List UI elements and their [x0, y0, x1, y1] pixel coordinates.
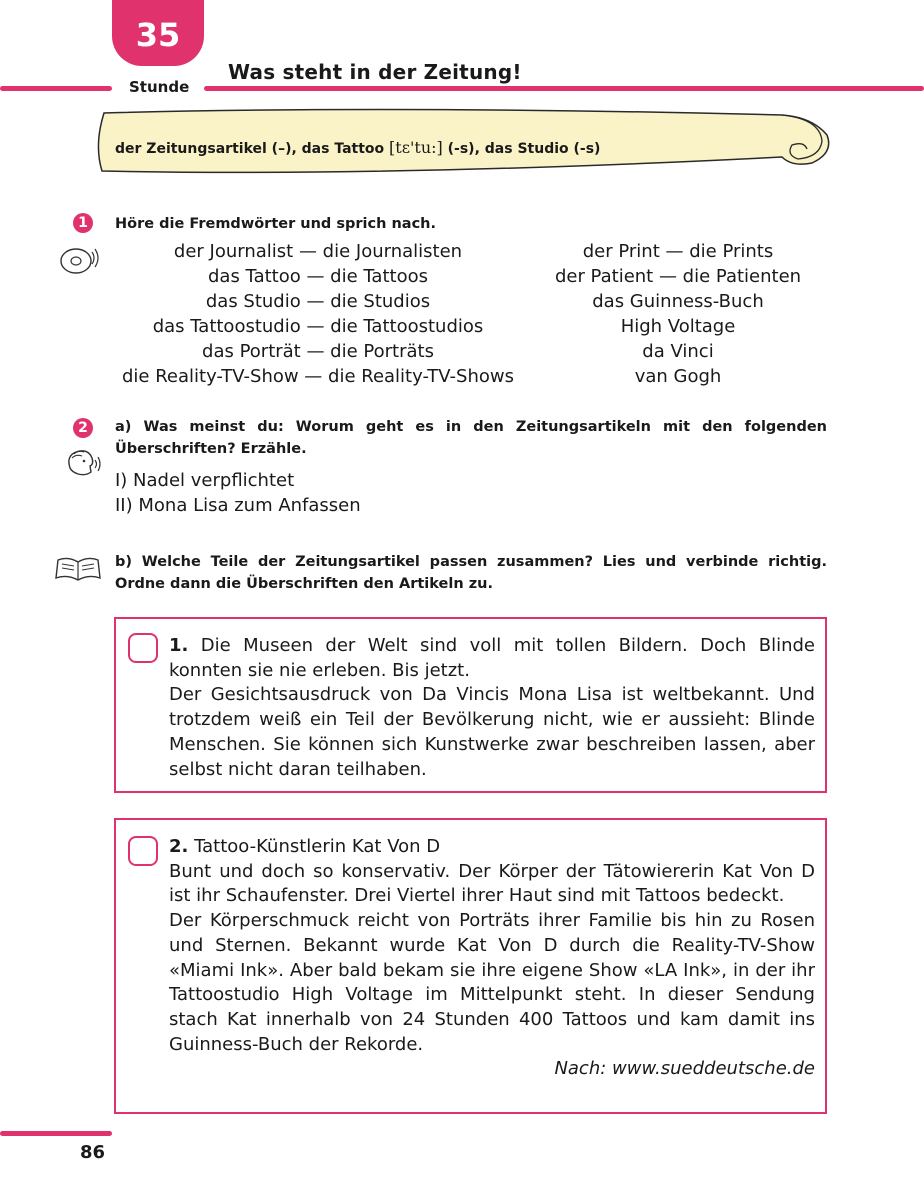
vocabulary-line [115, 138, 600, 157]
headline-list [115, 468, 361, 518]
list-item: da Vinci [642, 341, 714, 362]
lesson-label: Stunde [129, 78, 190, 96]
article-1-para-1 [169, 634, 815, 683]
article-1-para-2: Der Gesichtsausdruck von Da Vincis Mona Lisa ist weltbekannt. Und trotzdem weiß ein Teil der Bevölkerung nicht, wie er aussieht: Blinde Menschen. Sie können sich Kunstwerke zwar beschreiben lassen, aber selbst nicht daran teilhaben. [169, 684, 815, 780]
exercise-1-number: 1 [73, 213, 93, 233]
header-line-right [204, 86, 924, 91]
article-1-text [169, 634, 815, 782]
list-item: van Gogh [634, 366, 722, 387]
article-2-text [169, 835, 815, 1082]
exercise-2b-instruction: b) Welche Teile der Zeitungsartikel passen zusammen? Lies und verbinde richtig. Ordne dann die Überschriften den Artikeln zu. [115, 554, 827, 592]
list-item: das Porträt — die Porträts [202, 341, 434, 362]
list-item: der Journalist — die Journalisten [173, 241, 463, 262]
speaking-head-icon [64, 446, 104, 480]
headline-item: II) Mona Lisa zum Anfassen [115, 495, 361, 516]
list-item: das Guinness-Buch [592, 291, 764, 312]
article-2-answer-box[interactable] [128, 836, 158, 866]
exercise-1-instruction: Höre die Fremdwörter und sprich nach. [115, 216, 436, 232]
list-item: die Reality-TV-Show — die Reality-TV-Shows [122, 366, 514, 387]
open-book-icon [54, 554, 102, 584]
list-item: der Patient — die Patienten [554, 266, 802, 287]
exercise-2a-instruction: a) Was meinst du: Worum geht es in den Zeitungsartikeln mit den folgenden Überschriften? Erzähle. [115, 419, 827, 457]
article-2-para-1: Bunt und doch so konservativ. Der Körper der Tätowiererin Kat Von D ist ihr Schaufenster. Drei Viertel ihrer Haut sind mit Tattoos bedeckt. [169, 860, 815, 907]
list-item: High Voltage [620, 316, 736, 337]
vocab-part1: der Zeitungsartikel (–), das Tattoo [115, 141, 385, 157]
article-1-number: 1. [169, 635, 189, 656]
article-2-para-2: Der Körperschmuck reicht von Porträts ihrer Familie bis hin zu Rosen und Sternen. Bekannt wurde Kat Von D durch die Reality-TV-Show «Miami Ink». Aber bald bekam sie ihre eigene Show «LA Ink», in der ihr Tattoostudio High Voltage im Mittelpunkt steht. In dieser Sendung stach Kat innerhalb von 24 Stunden 400 Tattoos und kam damit ins Guinness-Buch der Rekorde. [169, 910, 815, 1055]
list-item: der Print — die Prints [582, 241, 774, 262]
word-list-right [540, 239, 816, 389]
lesson-number-badge: 35 [112, 0, 204, 66]
vocab-part2: (-s), das Studio (-s) [447, 141, 601, 157]
footer-line [0, 1131, 112, 1136]
article-2-heading [169, 835, 815, 860]
list-item: das Tattoostudio — die Tattoostudios [152, 316, 484, 337]
header-line-left [0, 86, 112, 91]
page-number: 86 [80, 1142, 106, 1163]
page-title: Was steht in der Zeitung! [228, 60, 522, 84]
exercise-2-number: 2 [73, 418, 93, 438]
vocab-ipa: [tɛ'tu:] [389, 138, 443, 157]
article-source: Nach: www.sueddeutsche.de [554, 1058, 815, 1080]
cd-icon [56, 244, 100, 276]
headline-item: I) Nadel verpflichtet [115, 470, 295, 491]
article-2-title: Tattoo-Künstlerin Kat Von D [194, 836, 441, 857]
article-1-line: Die Museen der Welt sind voll mit tollen Bildern. Doch Blinde konnten sie nie erleben. Bis jetzt. [169, 635, 815, 681]
list-item: das Tattoo — die Tattoos [208, 266, 428, 287]
word-list-left [108, 239, 528, 389]
article-1-answer-box[interactable] [128, 633, 158, 663]
list-item: das Studio — die Studios [205, 291, 431, 312]
article-2-number: 2. [169, 836, 189, 857]
